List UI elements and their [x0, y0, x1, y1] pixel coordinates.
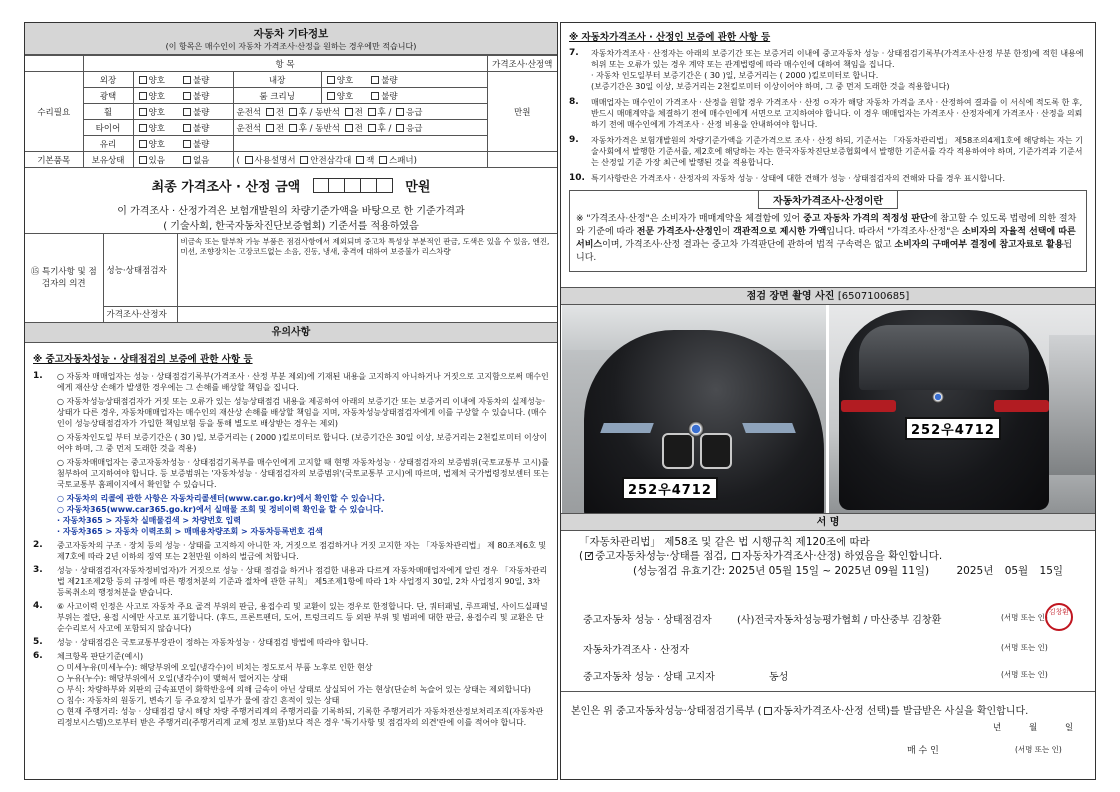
gloss-good-checkbox[interactable]: [139, 92, 147, 100]
driver-label: 운전석: [236, 107, 262, 118]
what-bold: 전문 가격조사·산정인: [636, 227, 722, 237]
front-label: 전: [354, 123, 363, 134]
spanner-checkbox[interactable]: [379, 156, 387, 164]
exterior-bad-checkbox[interactable]: [183, 76, 191, 84]
front-car-photo: [562, 305, 826, 513]
roomclean-good-checkbox[interactable]: [327, 92, 335, 100]
final-line1: 이 가격조사 · 산정가격은 보험개발원의 차량기준가액을 바탕으로 한 기준가격과: [117, 206, 465, 217]
row-roomclean: 룸 크리닝: [233, 88, 321, 104]
bad-label: 불량: [192, 75, 210, 86]
appraisal-item-7: [569, 48, 1087, 92]
etc-title: 자동차 기타정보: [253, 28, 329, 40]
notice-1b: ○ 자동차성능상태점검자가 거짓 또는 오류가 있는 성능상태점검 내용을 제공하여 아래의 보증기간 또는 보증거리 이내에 자동차의 실제성능·상태가 다른 경우, 자동차매매업자는 매수인의 재산상 손해를 배상할 책임을 지며, 자동차성능상태점검자에게 이를 구상할 수 있습니다. (매수인이 성능상태점검자가 가입한 책임보험 등을 통해 별도로 배상받는 경우는 제외): [57, 396, 547, 428]
notice-item-4: [33, 601, 549, 634]
notice-text: 성능 · 상태점검자(자동차정비업자)가 거짓으로 성능 · 상태 점검을 하거나 점검한 내용과 다르게 자동차매매업자에게 알린 경우 「자동차관리법 제21조제2항 등의 규정에 따른 행정처분의 기준과 절차에 관한 규칙」 제5조제1항에 따라 1차 사업정지 30일, 2차 사업정지 90일, 3차 등록취소의 행정처분을 받습니다.: [57, 565, 548, 597]
notice-num: 2.: [33, 539, 43, 550]
roomclean-bad-checkbox[interactable]: [371, 92, 379, 100]
what-text: 이: [721, 227, 734, 237]
tire-driver-rear-checkbox[interactable]: [289, 124, 297, 132]
row-wheel: 휠: [83, 104, 133, 120]
rear-label: 후: [298, 107, 307, 118]
notice-text: ⑥ 사고이력 인정은 사고로 자동차 주요 골격 부위의 판금, 용접수리 및 교환이 있는 경우로 한정합니다. 단, 쿼터패널, 루프패널, 사이드실패널 부위는 절단, 용접 시에만 사고로 표기합니다. (후드, 프론트펜더, 도어, 트렁크리드 등 외판 부위 및 범퍼에 대한 판금, 용접수리 및 교환은 단순수리로서 사고에 포함되지 않습니다): [57, 601, 548, 633]
good-label: 양호: [336, 75, 354, 86]
notice-num: 6.: [33, 650, 43, 661]
sign-day: 15일: [1039, 565, 1064, 577]
etc-header: [25, 23, 557, 55]
opinion-label: ⑮ 특기사항 및 점검자의 의견: [25, 234, 103, 322]
appraisal-item-8: [569, 97, 1087, 130]
sign-line1: 「자동차관리법」 제58조 및 같은 법 시행규칙 제120조에 따라: [579, 536, 870, 548]
row-tire: 타이어: [83, 120, 133, 136]
notifier-label: 중고자동차 성능 · 상태 고지자: [583, 672, 715, 683]
jack-checkbox[interactable]: [356, 156, 364, 164]
wheel-driver-front-checkbox[interactable]: [266, 108, 274, 116]
basic-label: 기본품목: [25, 152, 83, 168]
sign-year: 2025년: [956, 565, 994, 577]
opinion-appraiser: 가격조사·산정자: [103, 306, 177, 322]
what-is-box: [569, 190, 1087, 272]
tire-good-checkbox[interactable]: [139, 124, 147, 132]
final-unit: 만원: [405, 180, 431, 195]
car365-step2: · 자동차365 > 자동차 이력조회 > 매매용차량조회 > 자동차등록번호 검색: [57, 526, 323, 536]
row-interior: 내장: [233, 72, 321, 88]
what-text: ※ "가격조사·산정"은 소비자가 매매계약을 체결함에 있어: [576, 214, 804, 224]
sign-line2b: 자동차가격조사·산정) 하였음을 확인합니다.: [742, 550, 943, 562]
inspector-name: (사)전국자동차성능평가협회 / 마산중부 김창환: [737, 615, 942, 626]
good-label: 양호: [148, 75, 165, 86]
spanner-label: 스패너: [388, 155, 414, 166]
buyer-month: 월: [1029, 723, 1038, 733]
photo-code: [6507100685]: [837, 291, 910, 302]
notice-item-5: [33, 637, 549, 648]
rear-label: 후: [377, 107, 386, 118]
bad-label: 불량: [192, 91, 210, 102]
etc-subtitle: (이 항목은 매수인이 자동차 가격조사·산정을 원하는 경우에만 적습니다): [165, 42, 417, 51]
manual-checkbox[interactable]: [245, 156, 253, 164]
wheel-good-checkbox[interactable]: [139, 108, 147, 116]
rear-plate: 252우4712: [905, 417, 1001, 440]
appraiser-sign: (서명 또는 인): [1001, 643, 1048, 652]
gloss-bad-checkbox[interactable]: [183, 92, 191, 100]
good-label: 양호: [148, 91, 165, 102]
divider: [561, 691, 1095, 692]
price-boxes[interactable]: [313, 178, 393, 197]
right-column: [560, 22, 1096, 780]
notice-1c: ○ 자동차인도일 부터 보증기간은 ( 30 )일, 보증거리는 ( 2000 )킬로미터로 합니다. (보증기간은 30일 이상, 보증거리는 2천킬로미터 이상이어야 하며, 그 중 먼저 도래한 것을 적용): [57, 432, 548, 453]
wheel-bad-checkbox[interactable]: [183, 108, 191, 116]
appraisal-section: [561, 23, 1095, 272]
what-text: 됩니다.: [576, 240, 1073, 263]
etc-table: 항 목 가격조사·산정액 수리필요 외장 양호 불량 내장 양호 불량 만원 광택 양호 불량 룸 크리닝 양호 불량 휠 양호 불량 운전석 전 후 / 동반석 전 후 / 응급 타이어 양호 불량 운전석 전 후 / 동반석 전 후 / 응급 유리 양호 불량 기본품목 보유상태 있음 없음 ( 사용설명서 안전삼각대 잭 스패너): [25, 55, 557, 168]
sign-line2: (✓ 중고자동차성능·상태를 점검, 자동차가격조사·산정) 하였음을 확인합니다.: [579, 549, 1087, 563]
tire-bad-checkbox[interactable]: [183, 124, 191, 132]
price-unit: 만원: [487, 72, 557, 152]
front-label: 전: [354, 107, 363, 118]
final-price-block: [25, 168, 557, 234]
photo-title: 점검 장면 촬영 사진: [746, 291, 835, 302]
appraisal-text: 자동차가격은 보험개발원의 차량기준가액을 기준가격으로 조사 · 산정 하되, 기준서는 「자동차관리법」 제58조의4제1호에 해당하는 자는 기술사회에서 발행한 기준서를, 제2호에 해당하는 자는 한국자동차진단보증협회에서 발행한 기준서를 각각 적용하여야 하며, 기준가격과 기준서는 산정일 기준 가장 최근에 발행된 것을 적용합니다.: [591, 136, 1083, 167]
driver-label: 운전석: [236, 123, 262, 134]
inspector-label: 중고자동차 성능 · 상태점검자: [583, 615, 712, 626]
appraisal-item-10: [569, 173, 1087, 184]
inspector-sign: (서명 또는 인): [1001, 613, 1048, 622]
tire-pass-rear-checkbox[interactable]: [368, 124, 376, 132]
notice-1a: ○ 자동차 매매업자는 성능 · 상태점검기록부(가격조사 · 산정 부분 제외)에 기재된 내용을 고지하지 아니하거나 거짓으로 고지함으로써 매수인에게 재산상 손해가 발생한 경우에는 그 손해를 배상할 책임을 집니다.: [57, 371, 549, 392]
col-price: 가격조사·산정액: [487, 56, 557, 72]
manual-label: 사용설명서: [254, 155, 296, 166]
buyer-sign: (서명 또는 인): [1015, 745, 1062, 754]
sign-body: [579, 535, 1087, 578]
notifier-sign: (서명 또는 인): [1001, 670, 1048, 679]
tire-emergency-checkbox[interactable]: [396, 124, 404, 132]
inspector-seal: [1045, 603, 1073, 631]
glass-good-checkbox[interactable]: [139, 140, 147, 148]
appraisal-text: 자동차가격조사 · 산정자는 아래의 보증기간 또는 보증거리 이내에 중고자동차 성능 · 상태점검기록부(가격조사·산정 부분 한정)에 적힌 내용에 허위 또는 오류가 있는 경우 계약 또는 관계법령에 따라 매수인에 대하여 책임을 집니다.: [591, 49, 1084, 69]
what-bold: 소비자의 구매여부 결정에 참고자료로 활용: [894, 240, 1064, 250]
notice-item-1: 1. ○ 자동차 매매업자는 성능 · 상태점검기록부(가격조사 · 산정 부분 제외)에 기재된 내용을 고지하지 아니하거나 거짓으로 고지함으로써 매수인에게 재산상 손해가 발생한 경우에는 그 손해를 배상할 책임을 집니다. ○ 자동차성능상태점검자가 거짓 또는 오류가 있는 성능상태점검 내용을 제공하여 아래의 보증기간 또는 보증거리 이내에 자동차의 실제성능·상태가 다른 경우, 자동차매매업자는 매수인의 재산상 손해를 배상할 책임을 지며, 자동차성능상태점검자에게 이를 구상할 수 있습니다. (매수인이 성능상태점검자가 가입한 책임보험 등을 통해 별도로 배상받는 경우는 제외) ○ 자동차인도일 부터 보증기간은 ( 30 )일, 보증거리는 ( 2000 )킬로미터로 합니다. (보증기간은 30일 이상, 보증거리는 2천킬로미터 이상이어야 하며, 그 중 먼저 도래한 것을 적용) ○ 자동차매매업자는 중고자동차성능 · 상태점검기록부를 매수인에게 고지할 때 현행 자동차성능 · 상태점검자의 보증범위(국토교통부 고시)를 첨부하여 고지하여야 합니다. 등 보증범위는 '자동차성능 · 상태점검자의 보증범위'(국토교통부 고시)에 따르며, 법제처 국가법령정보센터 또는 국토교통부 홈페이지에서 확인할 수 있습니다. ○ 자동차의 리콜에 관한 사항은 자동차리콜센터(www.car.go.kr)에서 확인할 수 있습니다. ○ 자동차365(www.car365.go.kr)에서 실매물 조회 및 정비이력 확인을 할 수 있습니다. · 자동차365 > 자동차 실매물검색 > 차량번호 입력 · 자동차365 > 자동차 이력조회 > 매매용차량조회 > 자동차등록번호 검색: [33, 370, 549, 536]
appraisal-text: 매매업자는 매수인이 가격조사 · 산정을 원할 경우 가격조사 · 산정 ㅇ자가 해당 자동차 가격을 조사 · 산정하여 결과를 이 서식에 적도록 한 후, 반드시 매매계약을 체결하기 전에 매수인에게 서면으로 고지하여야 합니다. 이 경우 매매업자는 가격조사 · 산정자에게 가격조사 · 산정을 의뢰하기 전에 매수인에게 가격조사 · 산정 비용을 안내하여야 합니다.: [591, 98, 1083, 129]
none-label: 없음: [192, 155, 210, 166]
car365-link[interactable]: ○ 자동차365(www.car365.go.kr)에서 실매물 조회 및 정비이력 확인을 할 수 있습니다.: [57, 504, 384, 514]
passenger-label: 동반석: [315, 123, 340, 134]
opinion-table: [25, 234, 557, 323]
col-item: 항 목: [83, 56, 487, 72]
appraisal-sub: · 자동차 인도일부터 보증기간은 ( 30 )일, 보증거리는 ( 2000 )킬로미터로 합니다.: [591, 71, 879, 80]
interior-good-checkbox[interactable]: [327, 76, 335, 84]
notice-text: 성능 · 상태점검은 국토교통부장관이 정하는 자동차성능 · 상태점검 방법에 따라야 합니다.: [57, 637, 369, 647]
performance-checkbox[interactable]: [585, 552, 593, 560]
row-exterior: 외장: [83, 72, 133, 88]
row-holding: 보유상태: [83, 152, 133, 168]
jack-label: 잭: [366, 155, 375, 166]
wheel-driver-rear-checkbox[interactable]: [289, 108, 297, 116]
emergency-label: 응급: [406, 107, 423, 118]
notice-num: 3.: [33, 564, 43, 575]
what-bold: 중고 자동차 가격의 적정성 판단: [803, 214, 929, 224]
rear-label: 후: [377, 123, 386, 134]
have-checkbox[interactable]: [139, 156, 147, 164]
bad-label: 불량: [192, 139, 210, 150]
row-glass: 유리: [83, 136, 133, 152]
notice-section: ※ 중고자동차성능 · 상태점검의 보증에 관한 사항 등: [33, 353, 253, 365]
notice-item-3: [33, 565, 549, 598]
wheel-emergency-checkbox[interactable]: [396, 108, 404, 116]
criteria-item: ○ 미세누유(미세누수): 해당부위에 오일(냉각수)이 비치는 정도로서 부품 노후로 인한 현상: [57, 662, 373, 672]
appraisal-checkbox[interactable]: [732, 552, 740, 560]
buyer-year: 년: [993, 723, 1002, 733]
good-label: 양호: [336, 91, 354, 102]
criteria-item: ○ 부식: 차량하부와 외판의 금속표면이 화학반응에 의해 금속이 아닌 상태로 상실되어 가는 현상(단순히 녹슬어 있는 상태는 제외합니다): [57, 684, 531, 694]
exterior-good-checkbox[interactable]: [139, 76, 147, 84]
row-gloss: 광택: [83, 88, 133, 104]
notice-num: 5.: [33, 636, 43, 647]
front-label: 전: [275, 123, 285, 134]
appraisal-item-9: [569, 135, 1087, 168]
passenger-label: 동반석: [315, 107, 340, 118]
notice-body: [25, 343, 557, 728]
sign-line2a: 중고자동차성능·상태를 점검,: [595, 550, 727, 562]
emergency-label: 응급: [406, 123, 423, 134]
recall-link[interactable]: ○ 자동차의 리콜에 관한 사항은 자동차리콜센터(www.car.go.kr)에서 확인할 수 있습니다.: [57, 493, 385, 503]
appraisal-num: 9.: [569, 135, 579, 145]
rear-label: 후: [298, 123, 307, 134]
wheel-pass-rear-checkbox[interactable]: [368, 108, 376, 116]
final-line2-text: ( 기술사회, 한국자동차진단보증협회) 기준서를 적용하였음: [163, 221, 419, 232]
notice-title: 유의사항: [25, 323, 557, 343]
appraisal-sub: (보증기간은 30일 이상, 보증거리는 2천킬로미터 이상이어야 하며, 그 중 먼저 도래한 것을 적용합니다): [591, 82, 950, 91]
opinion-inspector: 성능·상태점검자: [103, 234, 177, 306]
repair-label: 수리필요: [25, 72, 83, 152]
glass-bad-checkbox[interactable]: [183, 140, 191, 148]
notice-1d: ○ 자동차매매업자는 중고자동차성능 · 상태점검기록부를 매수인에게 고지할 때 현행 자동차성능 · 상태점검자의 보증범위(국토교통부 고시)를 첨부하여 고지하여야 합니다. 등 보증범위는 '자동차성능 · 상태점검자의 보증범위'(국토교통부 고시)에 따르며, 법제처 국가법령정보센터 또는 국토교통부 홈페이지에서 확인할 수 있습니다.: [57, 457, 549, 489]
confirm-line: [571, 702, 1028, 717]
what-is-title: 자동차가격조사·산정이란: [758, 190, 898, 209]
criteria-item: ○ 현재 주행거리: 성능 · 상태점검 당시 해당 차량 주행거리계의 주행거리를 기록하되, 기록한 주행거리가 자동차전산정보처리조직(자동차관리정보시스템)으로부터 받은 주행거리(주행거리계 교체 정보 포함)보다 적은 경우 '특기사항 및 점검자의 의견'란에 이를 적어야 합니다.: [57, 706, 544, 727]
notice-text: 체크항목 판단기준(예시): [57, 651, 144, 661]
validity-text: (성능점검 유효기간: 2025년 05월 15일 ~ 2025년 09월 11일): [633, 565, 930, 577]
bad-label: 불량: [192, 107, 210, 118]
what-text: 에 참고할 수 있도록 법령에 의한 절차와 기준에 따라: [576, 214, 1077, 237]
good-label: 양호: [148, 107, 165, 118]
notifier-name: 동성: [769, 672, 789, 683]
what-bold: 소비자의 자율적 선택에 따른 서비스: [576, 227, 1076, 250]
validity-row: [579, 564, 1087, 578]
bad-label: 불량: [192, 123, 210, 134]
appraisal-num: 10.: [569, 173, 585, 183]
notice-item-2: [33, 540, 549, 562]
appraisal-num: 8.: [569, 97, 579, 107]
confirm-b: 자동차가격조사·산정 선택)를 발급받은 사실을 확인합니다.: [773, 706, 1029, 717]
notice-text: 중고자동차의 구조 · 장치 등의 성능 · 상태를 고지하지 아니한 자, 거짓으로 점검하거나 거짓 고지한 자는 「자동차관리법」 제 80조제6호 및 제7호에 따라 2년 이하의 징역 또는 2천만원 이하의 벌금에 처합니다.: [57, 540, 547, 561]
appraisal-num: 7.: [569, 48, 579, 58]
appraisal-section-title: ※ 자동차가격조사 · 산정인 보증에 관한 사항 등: [569, 32, 771, 43]
notice-num: 4.: [33, 600, 43, 611]
front-label: 전: [275, 107, 285, 118]
what-bold: 객관적으로 제시한 가액: [733, 227, 827, 237]
seal-text: 김창환: [1048, 608, 1070, 616]
buyer-label: 매 수 인: [907, 746, 939, 756]
wheel-pass-front-checkbox[interactable]: [345, 108, 353, 116]
tire-driver-front-checkbox[interactable]: [266, 124, 274, 132]
front-plate: 252우4712: [622, 477, 718, 500]
opinion-text: 비금속 또는 탈부착 가능 부품은 점검사항에서 제외되며 중고차 특성상 부분적인 판금, 도색은 있을 수 있음, 엔진,미션, 조향장치는 고장코드없는 소음, 진동, 냉새, 충격에 대하여 보증불가 리스차량: [177, 234, 557, 306]
bad-label: 불량: [381, 91, 398, 102]
what-text: 입니다. 따라서 "가격조사·산정"은: [826, 227, 962, 237]
final-title: 최종 가격조사 · 산정 금액: [151, 180, 301, 195]
appraisal-text: 특기사항란은 가격조사 · 산정자의 자동차 성능 · 상태에 대한 견해가 성능 · 상태점검자의 견해와 다를 경우 표시합니다.: [591, 174, 1006, 183]
good-label: 양호: [148, 123, 165, 134]
triangle-label: 안전삼각대: [310, 155, 352, 166]
triangle-checkbox[interactable]: [300, 156, 308, 164]
criteria-item: ○ 침수: 자동차의 원동기, 변속기 등 주요장치 일부가 물에 잠긴 흔적이 있는 상태: [57, 695, 340, 705]
photo-header: [561, 287, 1095, 305]
bad-label: 불량: [381, 75, 398, 86]
confirm-a: 본인은 위 중고자동차성능·상태점검기록부 (: [571, 706, 762, 717]
criteria-item: ○ 누유(누수): 해당부위에서 오일(냉각수)이 맺혀서 떨어지는 상태: [57, 673, 288, 683]
sign-title: 서 명: [561, 513, 1095, 531]
notice-item-6: [33, 651, 549, 728]
car365-step1: · 자동차365 > 자동차 실매물검색 > 차량번호 입력: [57, 515, 242, 525]
good-label: 양호: [148, 139, 165, 150]
rear-car-photo: [829, 305, 1095, 513]
final-line2: [25, 217, 557, 232]
appraiser-label: 자동차가격조사 · 산정자: [583, 645, 690, 656]
sign-month: 05월: [1004, 565, 1029, 577]
buyer-appraisal-checkbox[interactable]: [764, 707, 772, 715]
left-column: [24, 22, 558, 780]
buyer-day: 일: [1065, 723, 1074, 733]
interior-bad-checkbox[interactable]: [371, 76, 379, 84]
none-checkbox[interactable]: [183, 156, 191, 164]
what-text: 이며, 가격조사·산정 결과는 중고차 가격판단에 관하여 법적 구속력은 없고: [602, 240, 895, 250]
have-label: 있음: [148, 155, 165, 166]
tire-pass-front-checkbox[interactable]: [345, 124, 353, 132]
